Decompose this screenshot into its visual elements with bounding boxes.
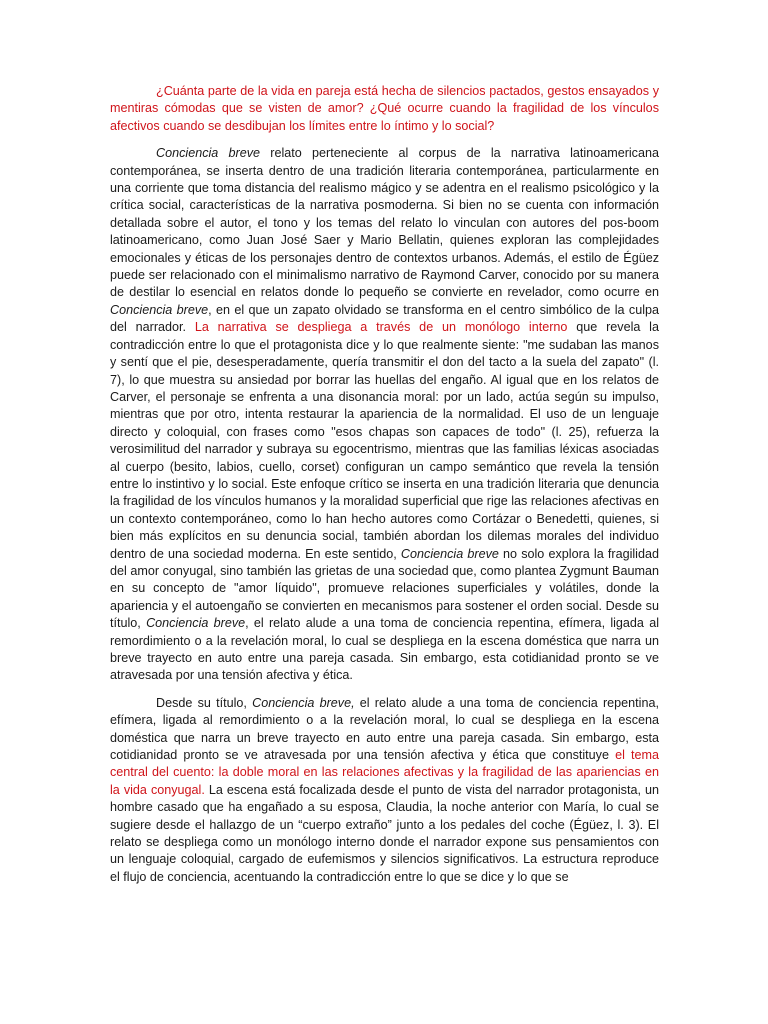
- highlighted-phrase: el tema central del cuento: la doble moral en las relaciones afectivas y la fragilidad de las apariencias en la vida conyugal.: [110, 748, 659, 797]
- work-title: Conciencia breve: [110, 302, 209, 317]
- text-segment: no solo explora la fragilidad del amor conyugal, sino también las grietas de una sociedad que, como plantea Zygmunt Bauman en su concepto de "amor líquido", promueve relaciones superficiales y volátiles, donde la apariencia y el autoengaño se convierten en mecanismos para sostener el orden social. Desde su título,: [110, 546, 659, 631]
- text-segment: La escena está focalizada desde el punto de vista del narrador protagonista, un hombre casado que ha engañado a su esposa, Claudia, la noche anterior con María, lo cual se sugiere desde el hallazgo de un “cuerpo extraño” junto a los pedales del coche (Égüez, l. 3). El relato se despliega como un monólogo interno donde el narrador expone sus pensamientos con un lenguaje coloquial, cargado de eufemismos y silencios significativos. La estructura reproduce el flujo de conciencia, acentuando la contradicción entre lo que se dice y lo que se: [110, 782, 659, 884]
- text-segment: relato perteneciente al corpus de la narrativa latinoamericana contemporánea, se inserta dentro de una tradición literaria contemporánea, particularmente en una corriente que toma distancia del realismo mágico y se adentra en el realismo psicológico y la crítica social, características de la narrativa posmoderna. Si bien no se cuenta con información detallada sobre el autor, el tono y los temas del relato lo vinculan con autores del pos-boom latinoamericano, como Juan José Saer y Mario Bellatin, quienes exploran las complejidades emocionales y éticas de los personajes dentro de contextos urbanos. Además, el estilo de Égüez puede ser relacionado con el minimalismo narrativo de Raymond Carver, conocido por su manera de destilar lo esencial en relatos donde lo pequeño se convierte en revelador, como ocurre en: [110, 146, 659, 300]
- text-segment: Desde su título,: [156, 695, 253, 710]
- body-paragraph-1: [110, 145, 659, 685]
- text-segment: el relato alude a una toma de conciencia repentina, efímera, ligada al remordimiento o a la revelación moral, lo cual se despliega en la escena doméstica que narra un breve trayecto en auto entre una pareja casada. Sin embargo, esta cotidianidad pronto se ve atravesada por una tensión afectiva y ética que constituye: [110, 695, 659, 763]
- body-paragraph-2: [110, 695, 659, 886]
- highlighted-phrase: La narrativa se despliega a través de un monólogo interno: [194, 320, 568, 335]
- work-title: Conciencia breve: [400, 546, 499, 561]
- work-title: Conciencia breve: [146, 616, 246, 631]
- text-segment: que revela la contradicción entre lo que el protagonista dice y lo que realmente siente: "me sudaban las manos y sentí que el pie, desesperadamente, quería transmitir el don del tacto a la suela del zapato" (l. 7), lo que muestra su ansiedad por borrar las huellas del engaño. Al igual que en los relatos de Carver, el personaje se enfrenta a una disonancia moral: por un lado, actúa según su impulso, mientras que por otro, intenta restaurar la apariencia de la normalidad. El uso de un lenguaje directo y coloquial, con frases como "esos chapas son capaces de todo" (l. 25), refuerza la verosimilitud del narrador y subraya su egocentrismo, mientras que las familias léxicas asociadas al cuerpo (besito, labios, cuello, corset) configuran un campo semántico que revela la tensión entre lo instintivo y lo social. Este enfoque crítico se inserta en una tradición literaria que denuncia la fragilidad de los vínculos humanos y la moralidad superficial que rige las relaciones afectivas en un contexto contemporáneo, como lo han hecho autores como Cortázar o Benedetti, quienes, si bien más explícitos en su denuncia social, también abordan los dilemas morales del individuo dentro de una sociedad moderna. En este sentido,: [110, 320, 659, 561]
- work-title: Conciencia breve,: [252, 695, 355, 710]
- text-segment: , en el que un zapato olvidado se transforma en el centro simbólico de la culpa del narrador.: [110, 302, 660, 335]
- document-page: [110, 83, 659, 896]
- work-title: Conciencia breve: [156, 146, 261, 161]
- intro-text: ¿Cuánta parte de la vida en pareja está hecha de silencios pactados, gestos ensayados y mentiras cómodas que se visten de amor? ¿Qué ocurre cuando la fragilidad de los vínculos afectivos cuando se desdibujan los límites entre lo íntimo y lo social?: [110, 84, 659, 133]
- intro-question-paragraph: [110, 83, 659, 135]
- text-segment: , el relato alude a una toma de conciencia repentina, efímera, ligada al remordimiento o a la revelación moral, lo cual se despliega en la escena doméstica que narra un breve trayecto en auto entre una pareja casada. Sin embargo, esta cotidianidad pronto se ve atravesada por una tensión afectiva y ética.: [110, 616, 659, 683]
